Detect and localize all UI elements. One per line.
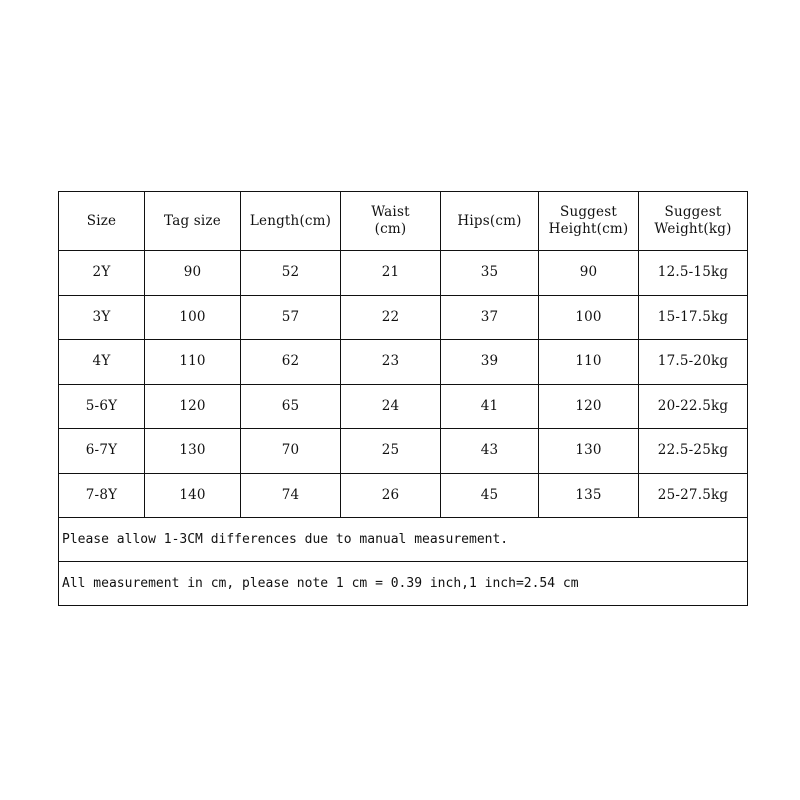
cell-hips: 43 (441, 429, 539, 474)
cell-weight: 25-27.5kg (639, 473, 748, 518)
note-row (59, 518, 748, 562)
cell-hips: 37 (441, 295, 539, 340)
cell-length: 52 (241, 251, 341, 296)
cell-height: 90 (539, 251, 639, 296)
cell-size: 3Y (59, 295, 145, 340)
cell-waist: 25 (341, 429, 441, 474)
cell-hips: 41 (441, 384, 539, 429)
cell-weight: 20-22.5kg (639, 384, 748, 429)
cell-hips: 45 (441, 473, 539, 518)
header-suggest-height: Suggest Height(cm) (539, 192, 639, 251)
header-waist: Waist (cm) (341, 192, 441, 251)
cell-length: 70 (241, 429, 341, 474)
table-row (59, 384, 748, 429)
cell-weight: 12.5-15kg (639, 251, 748, 296)
cell-waist: 22 (341, 295, 441, 340)
table-row (59, 251, 748, 296)
table-row (59, 473, 748, 518)
table-row (59, 295, 748, 340)
cell-height: 130 (539, 429, 639, 474)
cell-weight: 15-17.5kg (639, 295, 748, 340)
cell-weight: 17.5-20kg (639, 340, 748, 385)
header-suggest-weight: Suggest Weight(kg) (639, 192, 748, 251)
note-row (59, 562, 748, 606)
header-size: Size (59, 192, 145, 251)
cell-waist: 23 (341, 340, 441, 385)
header-row (59, 192, 748, 251)
cell-tag-size: 130 (145, 429, 241, 474)
cell-size: 5-6Y (59, 384, 145, 429)
cell-waist: 21 (341, 251, 441, 296)
unit-conversion-note: All measurement in cm, please note 1 cm = 0.39 inch,1 inch=2.54 cm (59, 562, 748, 606)
cell-hips: 39 (441, 340, 539, 385)
size-chart-table (58, 191, 748, 606)
cell-tag-size: 90 (145, 251, 241, 296)
cell-tag-size: 120 (145, 384, 241, 429)
cell-height: 135 (539, 473, 639, 518)
cell-length: 65 (241, 384, 341, 429)
cell-length: 62 (241, 340, 341, 385)
table-row (59, 429, 748, 474)
cell-waist: 26 (341, 473, 441, 518)
cell-size: 7-8Y (59, 473, 145, 518)
cell-size: 2Y (59, 251, 145, 296)
cell-height: 110 (539, 340, 639, 385)
cell-size: 6-7Y (59, 429, 145, 474)
cell-length: 74 (241, 473, 341, 518)
cell-size: 4Y (59, 340, 145, 385)
cell-length: 57 (241, 295, 341, 340)
table-row (59, 340, 748, 385)
header-tag-size: Tag size (145, 192, 241, 251)
cell-weight: 22.5-25kg (639, 429, 748, 474)
header-hips: Hips(cm) (441, 192, 539, 251)
cell-hips: 35 (441, 251, 539, 296)
measurement-tolerance-note: Please allow 1-3CM differences due to manual measurement. (59, 518, 748, 562)
cell-tag-size: 110 (145, 340, 241, 385)
cell-height: 100 (539, 295, 639, 340)
cell-height: 120 (539, 384, 639, 429)
header-length: Length(cm) (241, 192, 341, 251)
cell-tag-size: 140 (145, 473, 241, 518)
cell-waist: 24 (341, 384, 441, 429)
cell-tag-size: 100 (145, 295, 241, 340)
